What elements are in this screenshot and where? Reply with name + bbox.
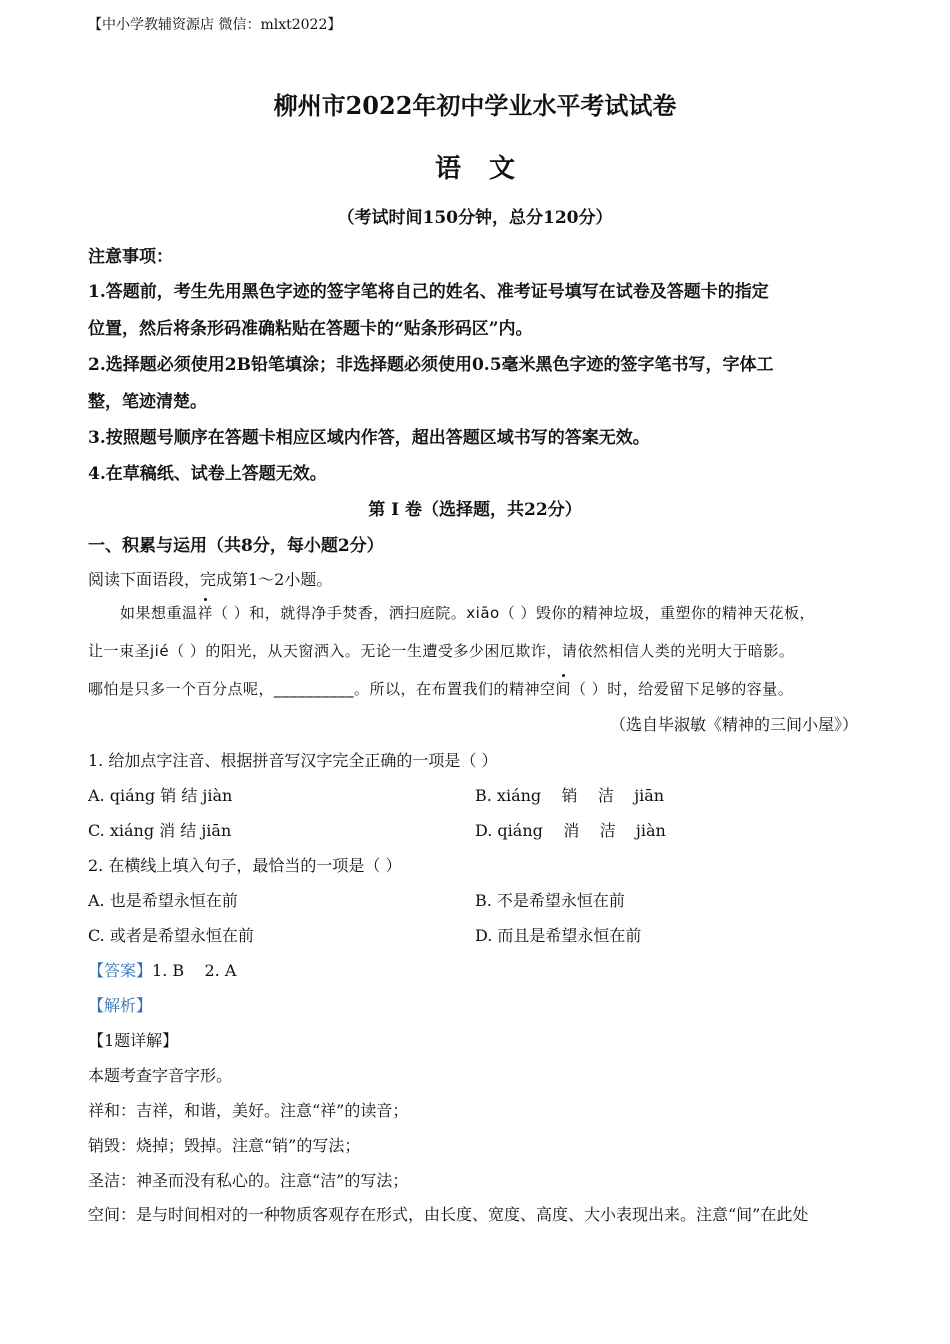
- q2-option-b: B. 不是希望永恒在前: [475, 891, 625, 910]
- dotted-char: 祥: [197, 604, 214, 622]
- notes-line: 1.答题前，考生先用黑色字迹的签字笔将自己的姓名、准考证号填写在试卷及答题卡的指定: [88, 282, 769, 302]
- answer-text: 1. B 2. A: [152, 961, 237, 980]
- analysis-line: 空间：是与时间相对的一种物质客观存在形式，由长度、宽度、高度、大小表现出来。注意“间”在此处: [88, 1205, 809, 1224]
- dotted-char: 间: [555, 680, 572, 698]
- passage-text: 如果想重温: [120, 604, 198, 622]
- notes-line: 位置，然后将条形码准确粘贴在答题卡的“贴条形码区”内。: [88, 319, 533, 339]
- answer-line: [88, 958, 236, 981]
- exam-info: （考试时间150分钟，总分120分）: [337, 208, 613, 228]
- part-title: 一、积累与运用（共8分，每小题2分）: [88, 536, 384, 556]
- q2-option-c: C. 或者是希望永恒在前: [88, 926, 254, 945]
- notes-line: 3.按照题号顺序在答题卡相应区域内作答，超出答题区域书写的答案无效。: [88, 428, 650, 448]
- q1-stem: 1. 给加点字注音、根据拼音写汉字完全正确的一项是（ ）: [88, 751, 498, 770]
- analysis-line: 圣洁：神圣而没有私心的。注意“洁”的写法；: [88, 1171, 409, 1190]
- notes-line: 2.选择题必须使用2B铅笔填涂；非选择题必须使用0.5毫米黑色字迹的签字笔书写，字体工: [88, 355, 774, 375]
- exam-title: 柳州市2022年初中学业水平考试试卷: [273, 91, 677, 120]
- q2-stem: 2. 在横线上填入句子，最恰当的一项是（ ）: [88, 856, 402, 875]
- analysis-line: 本题考查字音字形。: [88, 1066, 233, 1085]
- section-title: 第 Ⅰ 卷（选择题，共22分）: [368, 500, 582, 520]
- analysis-line: 祥和：吉祥，和谐，美好。注意“祥”的读音；: [88, 1101, 409, 1120]
- q1-option-d: D. qiáng 消 洁 jiàn: [475, 821, 666, 840]
- q1-option-a: A. qiáng 销 结 jiàn: [88, 786, 233, 805]
- q1-option-b: B. xiáng 销 洁 jiān: [475, 786, 665, 805]
- passage-source: （选自毕淑敏《精神的三间小屋》）: [609, 715, 858, 734]
- notes-heading: 注意事项：: [88, 247, 173, 267]
- subject-title: 语文: [434, 154, 543, 184]
- analysis-line: 销毁：烧掉；毁掉。注意“销”的写法；: [88, 1136, 361, 1155]
- q1-option-c: C. xiáng 消 结 jiān: [88, 821, 232, 840]
- passage-line-3: [88, 678, 793, 699]
- detail-title: 【1题详解】: [88, 1031, 179, 1050]
- q2-option-a: A. 也是希望永恒在前: [88, 891, 238, 910]
- passage-line-1: [120, 602, 815, 623]
- passage-text: （ ）时，给爱留下足够的容量。: [571, 680, 794, 698]
- passage-text: （ ）和，就得净手焚香，洒扫庭院。xiāo（ ）毁你的精神垃圾，重塑你的精神天花板，: [213, 604, 815, 622]
- passage-line-2: 让一束圣jié（ ）的阳光，从天窗洒入。无论一生遭受多少困厄欺诈，请依然相信人类的光明大于暗影。: [88, 642, 795, 660]
- q2-option-d: D. 而且是希望永恒在前: [475, 926, 642, 945]
- notes-line: 整，笔迹清楚。: [88, 392, 207, 412]
- passage-text: 哪怕是只多一个百分点呢，__________。所以，在布置我们的精神空: [88, 680, 556, 698]
- answer-label: 【答案】: [88, 961, 153, 980]
- notes-line: 4.在草稿纸、试卷上答题无效。: [88, 464, 327, 484]
- header-watermark: 【中小学教辅资源店 微信：mlxt2022】: [88, 17, 342, 33]
- instruction: 阅读下面语段，完成第1～2小题。: [88, 570, 333, 589]
- analysis-label: 【解析】: [88, 996, 153, 1015]
